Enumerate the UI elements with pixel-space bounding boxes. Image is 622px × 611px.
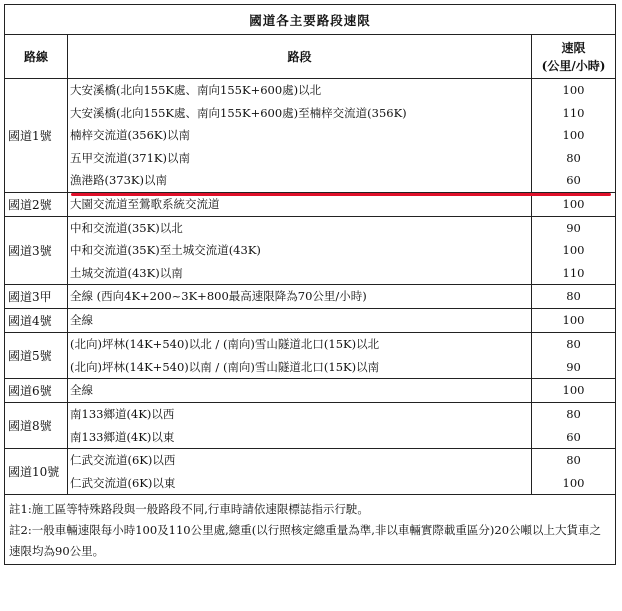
limit-header-line1: 速限 — [561, 40, 586, 55]
segment-text: 全線 — [70, 313, 93, 328]
route-cell: 國道4號 — [5, 309, 68, 333]
limit-cell — [532, 333, 616, 379]
route-cell: 國道6號 — [5, 379, 68, 403]
speed-limit-value: 100 — [562, 128, 585, 142]
notes-section — [5, 495, 616, 565]
speed-limit-value: 90 — [566, 359, 581, 374]
speed-limit-value: 80 — [566, 289, 581, 304]
table-row — [5, 309, 616, 333]
table-row — [5, 403, 616, 449]
segment-text: 大安溪橋(北向155K處、南向155K+600處)以北 — [70, 83, 322, 97]
speed-limit-value: 80 — [566, 337, 581, 351]
segment-cell — [68, 449, 532, 495]
segment-cell — [68, 79, 532, 193]
route-cell: 國道2號 — [5, 192, 68, 216]
note-2: 註2:一般車輛速限每小時100及110公里處,總重(以行照核定總重量為準,非以車輛實際載重區分)20公噸以上大貨車之速限均為90公里。 — [9, 523, 602, 558]
table-body — [5, 79, 616, 495]
speed-limit-document — [4, 4, 615, 565]
segment-text: 南133鄉道(4K)以西 — [70, 407, 175, 421]
table-row — [5, 216, 616, 285]
segment-text: 全線 (西向4K+200~3K+800最高速限降為70公里/小時) — [70, 289, 367, 304]
segment-text: 大安溪橋(北向155K處、南向155K+600處)至楠梓交流道(356K) — [70, 105, 407, 120]
speed-limit-value: 100 — [562, 83, 585, 97]
segment-text: 全線 — [70, 383, 93, 398]
speed-limit-value: 100 — [562, 383, 585, 398]
route-cell: 國道1號 — [5, 79, 68, 193]
segment-text: 楠梓交流道(356K)以南 — [70, 128, 191, 142]
table-row — [5, 333, 616, 379]
segment-cell — [68, 379, 532, 403]
highlight-underline — [71, 193, 611, 196]
limit-cell — [532, 285, 616, 309]
route-cell: 國道3甲 — [5, 285, 68, 309]
segment-text: (北向)坪林(14K+540)以南 / (南向)雪山隧道北口(15K)以南 — [70, 359, 380, 374]
speed-limit-value: 80 — [566, 150, 581, 165]
segment-cell — [68, 403, 532, 449]
speed-limit-value: 60 — [566, 173, 581, 187]
speed-limit-value: 100 — [562, 475, 585, 490]
limit-cell — [532, 379, 616, 403]
segment-text: 漁港路(373K)以南 — [70, 173, 168, 187]
note-1: 註1:施工區等特殊路段與一般路段不同,行車時請依速限標誌指示行駛。 — [9, 502, 369, 516]
route-header: 路線 — [5, 35, 68, 79]
table-title: 國道各主要路段速限 — [5, 5, 616, 35]
table-row — [5, 285, 616, 309]
segment-text: (北向)坪林(14K+540)以北 / (南向)雪山隧道北口(15K)以北 — [70, 337, 380, 351]
segment-cell — [68, 216, 532, 285]
speed-limit-value: 60 — [566, 429, 581, 444]
speed-limit-value: 100 — [562, 243, 585, 257]
speed-limit-value: 110 — [562, 105, 585, 120]
limit-cell — [532, 79, 616, 193]
route-cell: 國道10號 — [5, 449, 68, 495]
segment-cell — [68, 285, 532, 309]
segment-cell — [68, 309, 532, 333]
limit-cell — [532, 216, 616, 285]
route-cell: 國道8號 — [5, 403, 68, 449]
segment-text: 南133鄉道(4K)以東 — [70, 429, 175, 444]
table-row — [5, 379, 616, 403]
limit-cell — [532, 403, 616, 449]
table-row — [5, 79, 616, 193]
route-cell: 國道3號 — [5, 216, 68, 285]
speed-limit-value: 100 — [562, 196, 585, 211]
limit-cell — [532, 449, 616, 495]
limit-cell — [532, 309, 616, 333]
segment-text: 中和交流道(35K)以北 — [70, 220, 183, 235]
limit-header-line2: (公里/小時) — [541, 58, 606, 73]
segment-text: 仁武交流道(6K)以西 — [70, 453, 176, 467]
segment-text: 仁武交流道(6K)以東 — [70, 475, 176, 490]
speed-limit-value: 90 — [566, 220, 581, 235]
segment-text: 土城交流道(43K)以南 — [70, 265, 183, 280]
segment-header: 路段 — [68, 35, 532, 79]
segment-text: 中和交流道(35K)至土城交流道(43K) — [70, 243, 261, 257]
speed-limit-value: 100 — [562, 313, 585, 328]
route-cell: 國道5號 — [5, 333, 68, 379]
speed-limit-value: 80 — [566, 407, 581, 421]
speed-limit-value: 80 — [566, 453, 581, 467]
limit-header — [532, 35, 616, 79]
speed-limit-table — [4, 4, 616, 565]
table-row — [5, 449, 616, 495]
segment-text: 五甲交流道(371K)以南 — [70, 150, 191, 165]
segment-text: 大園交流道至鶯歌系統交流道 — [70, 196, 220, 211]
segment-cell — [68, 333, 532, 379]
speed-limit-value: 110 — [562, 265, 585, 280]
